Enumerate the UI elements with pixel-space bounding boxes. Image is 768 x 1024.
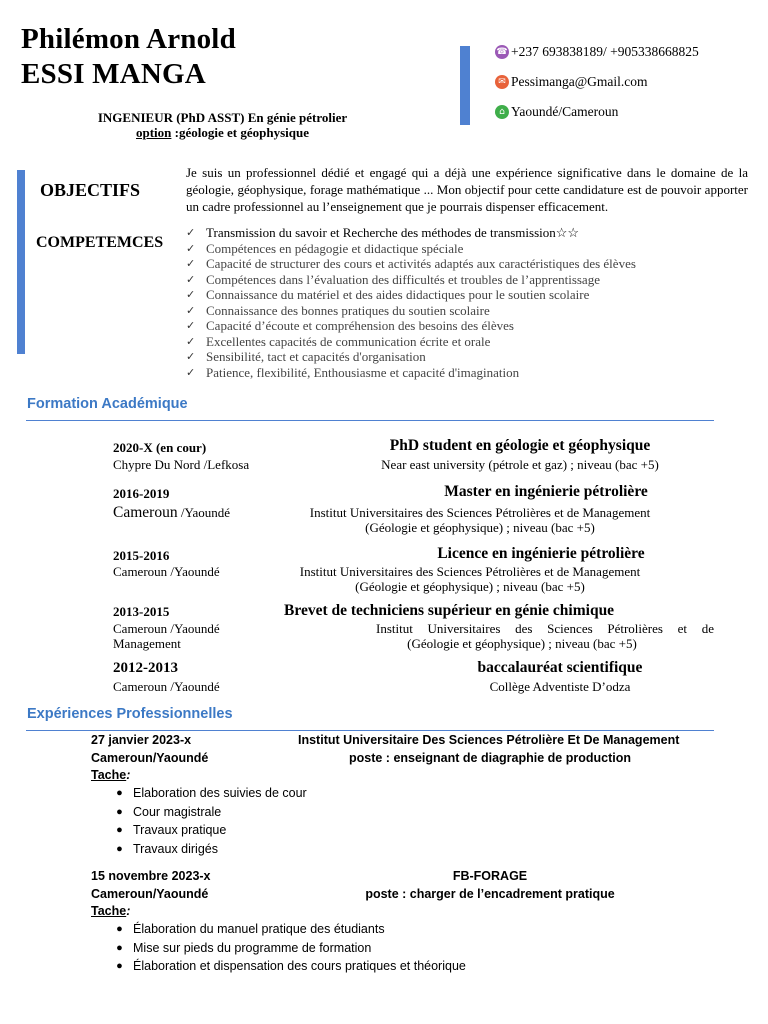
mail-icon: ✉ xyxy=(495,75,509,89)
phone-icon: ☎ xyxy=(496,47,508,57)
formation-date: 2013-2015 xyxy=(113,604,170,619)
job-title-line1: INGENIEUR (PhD ASST) En génie pétrolier xyxy=(97,110,348,125)
experience-poste: poste : enseignant de diagraphie de production xyxy=(349,751,631,765)
option-word: option xyxy=(136,125,172,140)
formation-date: 2012-2013 xyxy=(113,660,178,676)
task-list xyxy=(106,920,606,976)
contact-phone xyxy=(495,44,699,60)
formation-place: Cameroun /Yaoundé xyxy=(113,504,231,521)
formation-degree: Master en ingénierie pétrolière xyxy=(444,483,648,500)
list-item: ● Cour magistrale xyxy=(106,803,506,822)
list-item: ✓ Compétences en pédagogie et didactique spéciale xyxy=(186,240,464,256)
list-item: ✓ Capacité de structurer des cours et activités adaptés aux caractéristiques des élèves xyxy=(186,256,636,271)
contact-location xyxy=(495,104,618,120)
list-item: ✓ Excellentes capacités de communication écrite et orale xyxy=(186,333,491,349)
list-item: ● Travaux dirigés xyxy=(106,840,506,859)
experience-date: 27 janvier 2023-x xyxy=(91,733,192,747)
check-icon: ✓ xyxy=(186,334,196,348)
name-first: Philémon Arnold xyxy=(21,23,236,55)
list-item: ✓ Capacité d’écoute et compréhension des besoins des élèves xyxy=(186,318,514,333)
objectifs-label: OBJECTIFS xyxy=(40,180,141,200)
formation-place: Cameroun /Yaoundé xyxy=(113,621,220,636)
bullet-icon: ● xyxy=(116,960,123,972)
formation-institution: Institut Universitaires des Sciences Pétrolières et de Management (Géologie et géophysique) ; niveau (bac +5) xyxy=(299,564,641,594)
left-accent-bar xyxy=(17,170,25,354)
option-rest: :géologie et géophysique xyxy=(171,125,309,140)
contact-email-text: Pessimanga@Gmail.com xyxy=(511,74,648,89)
competences-list xyxy=(186,225,756,380)
check-icon: ✓ xyxy=(186,303,196,317)
bullet-icon: ● xyxy=(116,787,123,799)
formation-degree: PhD student en géologie et géophysique xyxy=(389,437,651,454)
experience-date: 15 novembre 2023-x xyxy=(91,869,211,883)
formation-date: 2020-X (en cour) xyxy=(113,440,207,455)
formation-institution: Institut Universitaires des Sciences Pétrolières et de Management (Géologie et géophysique) ; niveau (bac +5) xyxy=(309,505,651,535)
experience-employer: Institut Universitaire Des Sciences Pétrolière Et De Management xyxy=(298,733,680,747)
formation-place: Chypre Du Nord /Lefkosa xyxy=(113,457,250,472)
contact-email xyxy=(495,74,648,90)
job-title xyxy=(60,110,385,140)
formation-place-extra: Management xyxy=(113,636,181,651)
competences-label: COMPETEMCES xyxy=(36,234,164,251)
list-item: ✓ Compétences dans l’évaluation des difficultés et troubles de l’apprentissage xyxy=(186,271,600,287)
formation-degree: baccalauréat scientifique xyxy=(477,659,643,676)
list-item: ✓ Sensibilité, tact et capacités d'organisation xyxy=(186,349,426,364)
formation-institution: Collège Adventiste D’odza xyxy=(489,679,631,694)
formation-institution: Near east university (pétrole et gaz) ; niveau (bac +5) xyxy=(381,457,659,472)
list-item: ● Élaboration du manuel pratique des étudiants xyxy=(106,920,606,939)
list-item: ✓ Connaissance des bonnes pratiques du soutien scolaire xyxy=(186,302,490,318)
check-icon: ✓ xyxy=(186,257,196,270)
home-icon: ⌂ xyxy=(495,105,509,119)
experiences-rule xyxy=(26,730,714,731)
tache-label: Tache: xyxy=(91,768,131,782)
check-icon: ✓ xyxy=(186,365,196,379)
formation-place: Cameroun /Yaoundé xyxy=(113,679,220,694)
formation-date: 2016-2019 xyxy=(113,486,170,501)
formation-institution-2: (Géologie et géophysique) ; niveau (bac +5) xyxy=(407,636,637,651)
formation-heading: Formation Académique xyxy=(27,396,188,412)
contact-phone-text: +237 693838189/ +905338668825 xyxy=(511,44,699,59)
list-item: ● Travaux pratique xyxy=(106,821,506,840)
contact-location-text: Yaoundé/Cameroun xyxy=(511,104,619,119)
tache-label: Tache: xyxy=(91,904,131,918)
experience-place: Cameroun/Yaoundé xyxy=(91,751,209,765)
check-icon: ✓ xyxy=(186,241,196,255)
task-list xyxy=(106,784,506,858)
check-icon: ✓ xyxy=(186,288,196,301)
bullet-icon: ● xyxy=(116,923,123,935)
formation-date: 2015-2016 xyxy=(113,548,170,563)
bullet-icon: ● xyxy=(116,842,123,855)
check-icon: ✓ xyxy=(186,226,196,239)
formation-degree: Licence en ingénierie pétrolière xyxy=(437,545,645,562)
list-item: ✓ Transmission du savoir et Recherche des méthodes de transmission☆☆ xyxy=(186,225,580,240)
formation-rule xyxy=(26,420,714,421)
job-title-line2 xyxy=(60,125,385,140)
bullet-icon: ● xyxy=(116,941,123,954)
objectifs-text: Je suis un professionnel dédié et engagé qui a déjà une expérience significative dans le domaine de la géologie, géophysique, forage mathématique ... Mon objectif pour cette candidature est de pouvoir apporter un cadre professionnel au l’enseignement que je pourrais dispenser efficacement. xyxy=(186,165,748,214)
check-icon: ✓ xyxy=(186,272,196,286)
check-icon: ✓ xyxy=(186,319,196,332)
list-item: ✓ Patience, flexibilité, Enthousiasme et capacité d'imagination xyxy=(186,364,520,380)
experience-place: Cameroun/Yaoundé xyxy=(91,887,209,901)
experiences-heading: Expériences Professionnelles xyxy=(27,706,233,722)
header-accent-bar xyxy=(460,46,470,125)
experience-employer: FB-FORAGE xyxy=(452,869,528,883)
bullet-icon: ● xyxy=(116,824,123,836)
bullet-icon: ● xyxy=(116,805,123,818)
check-icon: ✓ xyxy=(186,350,196,363)
list-item: ✓ Connaissance du matériel et des aides didactiques pour le soutien scolaire xyxy=(186,287,590,302)
formation-place: Cameroun /Yaoundé xyxy=(113,564,220,579)
formation-institution: Institut Universitaires des Sciences Pétrolières et de xyxy=(376,621,714,636)
list-item: ● Élaboration et dispensation des cours pratiques et théorique xyxy=(106,957,606,976)
list-item: ● Mise sur pieds du programme de formation xyxy=(106,939,606,958)
experience-poste: poste : charger de l’encadrement pratique xyxy=(365,887,615,901)
list-item: ● Elaboration des suivies de cour xyxy=(106,784,506,803)
name-last: ESSI MANGA xyxy=(21,58,206,90)
formation-degree: Brevet de techniciens supérieur en génie chimique xyxy=(284,602,615,619)
